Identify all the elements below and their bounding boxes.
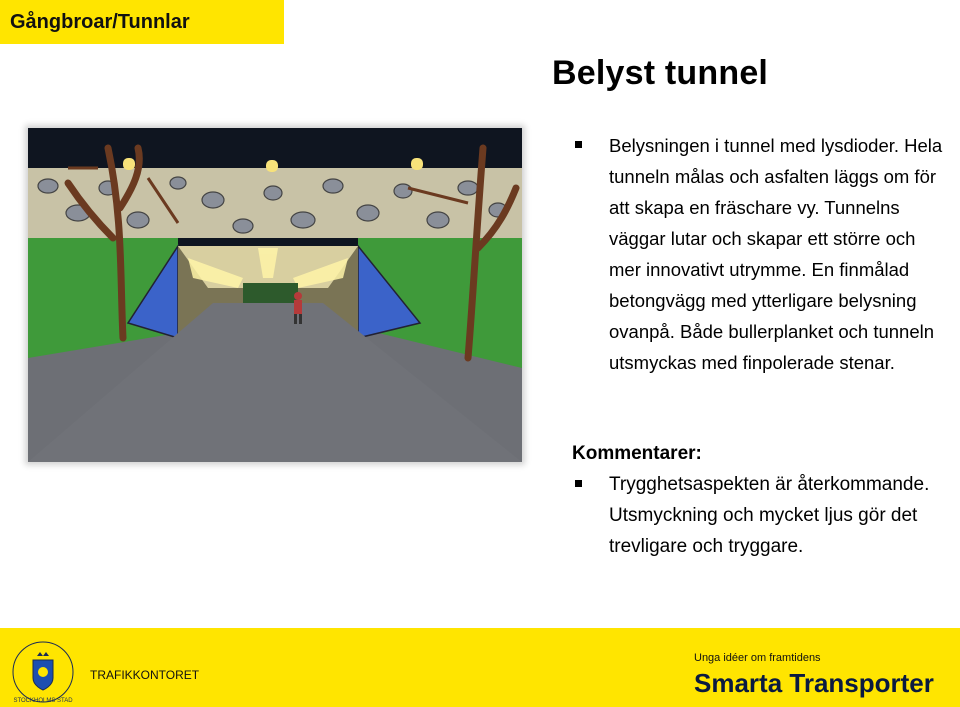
comment-text: Trygghetsaspekten är återkommande. Utsmyckning och mycket ljus gör det trevligare och tryggare. bbox=[609, 474, 930, 557]
bullet-list bbox=[572, 130, 952, 378]
square-bullet-icon bbox=[572, 469, 609, 562]
square-bullet-icon bbox=[572, 130, 609, 378]
section-tab bbox=[0, 0, 284, 44]
bullet-text: Belysningen i tunnel med lysdioder. Hela tunneln målas och asfalten läggs om för att skapa en fräschare vy. Tunnelns väggar lutar och skapar ett större och mer innovativt utrymme. En finmålad betongvägg med ytterligare belysning ovanpå. Både bullerplanket och tunneln utsmyckas med finpolerade stenar. bbox=[609, 135, 943, 373]
org-name: TRAFIKKONTORET bbox=[90, 668, 200, 682]
tunnel-illustration bbox=[28, 128, 522, 462]
list-item bbox=[572, 469, 952, 562]
comments-heading: Kommentarer: bbox=[572, 443, 702, 464]
footer-bar bbox=[0, 628, 960, 707]
brand-name: Smarta Transporter bbox=[694, 668, 934, 698]
stockholm-crest-logo bbox=[8, 638, 78, 704]
comments-list bbox=[572, 469, 952, 562]
slide-title: Belyst tunnel bbox=[552, 54, 769, 92]
svg-text:STOCKHOLMS STAD: STOCKHOLMS STAD bbox=[13, 698, 73, 704]
section-label: Gångbroar/Tunnlar bbox=[10, 10, 190, 33]
list-item bbox=[572, 130, 952, 378]
tagline: Unga idéer om framtidens bbox=[694, 652, 821, 664]
